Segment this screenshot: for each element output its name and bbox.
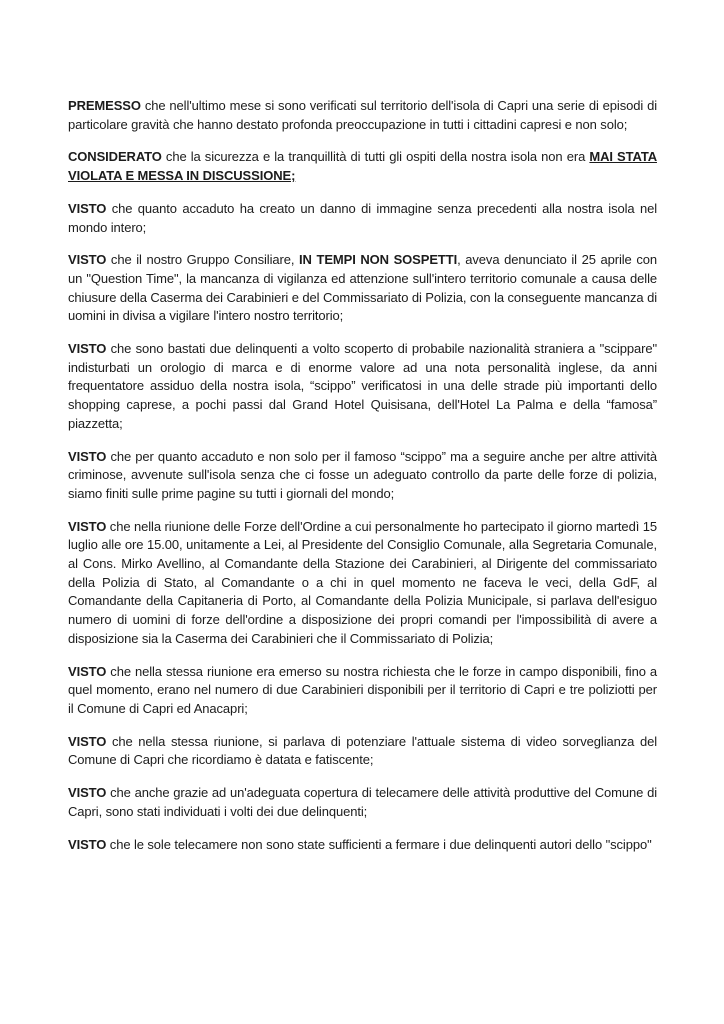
text-run: che quanto accaduto ha creato un danno di immagine senza precedenti alla nostra isola nel mondo intero; xyxy=(68,200,657,235)
emphasis-run: VISTO xyxy=(68,663,107,679)
text-run: che nella stessa riunione, si parlava di potenziare l'attuale sistema di video sorveglianza del Comune di Capri che ricordiamo è datata e fatiscente; xyxy=(68,733,657,768)
paragraph xyxy=(68,251,657,326)
paragraph xyxy=(68,340,657,434)
text-run: che il nostro Gruppo Consiliare, xyxy=(106,252,300,268)
paragraph xyxy=(68,663,657,719)
paragraph xyxy=(68,148,657,185)
text-run: che le sole telecamere non sono state sufficienti a fermare i due delinquenti autori dello "scippo" xyxy=(106,836,652,852)
paragraph xyxy=(68,518,657,649)
paragraph xyxy=(68,448,657,504)
emphasis-run: CONSIDERATO xyxy=(68,149,162,165)
text-run: che nell'ultimo mese si sono verificati sul territorio dell'isola di Capri una serie di episodi di particolare gravità che hanno destato profonda preoccupazione in tutti i cittadini capresi e non solo; xyxy=(68,98,657,132)
text-run: che nella riunione delle Forze dell'Ordine a cui personalmente ho partecipato il giorno martedì 15 luglio alle ore 15.00, unitamente a Lei, al Presidente del Consiglio Comunale, alla Segretaria Comunale, al Cons. Mirko Avellino, al Comandante della Stazione dei Carabinieri, al Dirigente del commissariato della Polizia di Stato, al Comandante o a chi in quel momento ne faceva le veci, della GdF, al Comandante della Capitaneria di Porto, al Comandante della Polizia Municipale, si parlava dell'esiguo numero di uomini di forze dell'ordine a disposizione dei propri comandi per l'impossibilità di avere a disposizione sia la Caserma dei Carabinieri che il Commissariato di Polizia; xyxy=(68,518,657,646)
emphasis-run: VISTO xyxy=(68,836,107,852)
paragraph xyxy=(68,784,657,821)
text-run: che nella stessa riunione era emerso su nostra richiesta che le forze in campo disponibili, fino a quel momento, erano nel numero di due Carabinieri disponibili per il territorio di Capri e tre poliziotti per il Comune di Capri ed Anacapri; xyxy=(68,663,657,716)
paragraph xyxy=(68,97,657,134)
emphasis-run: IN TEMPI NON SOSPETTI xyxy=(299,252,458,268)
paragraph xyxy=(68,200,657,237)
emphasis-run: VISTO xyxy=(68,341,107,357)
text-run: che la sicurezza e la tranquillità di tutti gli ospiti della nostra isola non era xyxy=(161,149,590,165)
paragraph xyxy=(68,836,657,855)
emphasis-run: VISTO xyxy=(68,785,107,801)
text-run: che anche grazie ad un'adeguata copertura di telecamere delle attività produttive del Comune di Capri, sono stati individuati i volti dei due delinquenti; xyxy=(68,785,657,819)
text-run: che per quanto accaduto e non solo per il famoso “scippo” ma a seguire anche per altre attività criminose, avvenute sull'isola senza che ci fosse un adeguato controllo da parte delle forze di polizia, siamo finiti sulle prime pagine su tutti i giornali del mondo; xyxy=(68,448,657,501)
text-run: , aveva denunciato il 25 aprile con un "Question Time", la mancanza di vigilanza ed attenzione sull'intero territorio comunale a causa delle chiusure della Caserma dei Carabinieri e del Commissariato di Polizia, con la conseguente mancanza di uomini in divisa a vigilare l'intero nostro territorio; xyxy=(68,252,657,324)
emphasis-run: VISTO xyxy=(68,448,107,464)
emphasis-run: VISTO xyxy=(68,252,107,268)
emphasis-run: VISTO xyxy=(68,200,107,216)
paragraph xyxy=(68,733,657,770)
emphasis-run: MAI STATA VIOLATA E MESSA IN DISCUSSIONE; xyxy=(68,149,657,184)
emphasis-run: VISTO xyxy=(68,733,107,749)
emphasis-run: PREMESSO xyxy=(68,98,141,113)
text-run: che sono bastati due delinquenti a volto scoperto di probabile nazionalità straniera a "scippare" indisturbati un orologio di marca e di enorme valore ad una nota personalità inglese, da anni frequentatore assiduo della nostra isola, “scippo” verificatosi in una delle strade più importanti dello shopping caprese, a pochi passi dal Grand Hotel Quisisana, dell'Hotel La Palma e della “famosa” piazzetta; xyxy=(68,341,657,431)
emphasis-run: VISTO xyxy=(68,518,107,534)
